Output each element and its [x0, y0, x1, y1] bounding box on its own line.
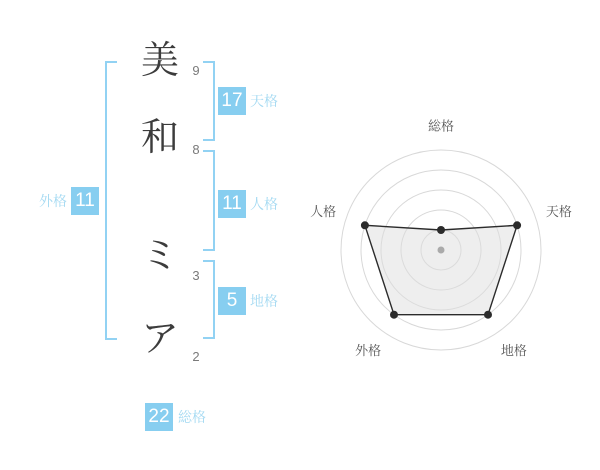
- fortune-radar-chart: [300, 90, 600, 390]
- bracket-chikaku: [203, 260, 215, 339]
- jinkaku-label: 人格: [250, 196, 278, 212]
- stroke-count-2: 8: [192, 142, 200, 157]
- soukaku-value-badge: 22: [145, 403, 173, 431]
- bracket-gaikaku: [105, 61, 117, 340]
- radar-data-point: [390, 311, 398, 319]
- bracket-jinkaku: [203, 150, 215, 251]
- gaikaku-label: 外格: [39, 193, 67, 209]
- radar-data-point: [437, 226, 445, 234]
- chikaku-label: 地格: [250, 293, 278, 309]
- name-char-3: ミ: [140, 235, 179, 277]
- name-char-4: ア: [140, 318, 179, 360]
- radar-center-dot: [438, 247, 445, 254]
- radar-data-point: [513, 221, 521, 229]
- name-char-2: 和: [140, 117, 179, 159]
- tenkaku-label: 天格: [250, 93, 278, 109]
- radar-axis-label: 人格: [310, 204, 337, 220]
- radar-axis-label: 天格: [545, 204, 572, 220]
- bracket-tenkaku: [203, 61, 215, 141]
- stroke-count-3: 3: [192, 268, 200, 283]
- radar-data-point: [484, 311, 492, 319]
- radar-axis-label: 地格: [500, 342, 527, 358]
- radar-data-point: [361, 221, 369, 229]
- jinkaku-value-badge: 11: [218, 190, 246, 218]
- radar-axis-label: 外格: [355, 342, 382, 358]
- tenkaku-value-badge: 17: [218, 87, 246, 115]
- radar-polygon: [365, 225, 517, 314]
- gaikaku-value-badge: 11: [71, 187, 99, 215]
- stroke-count-4: 2: [192, 349, 200, 364]
- soukaku-label: 総格: [178, 409, 206, 425]
- stroke-count-1: 9: [192, 63, 200, 78]
- radar-axis-label: 総格: [427, 118, 455, 134]
- name-char-1: 美: [140, 40, 179, 82]
- chikaku-value-badge: 5: [218, 287, 246, 315]
